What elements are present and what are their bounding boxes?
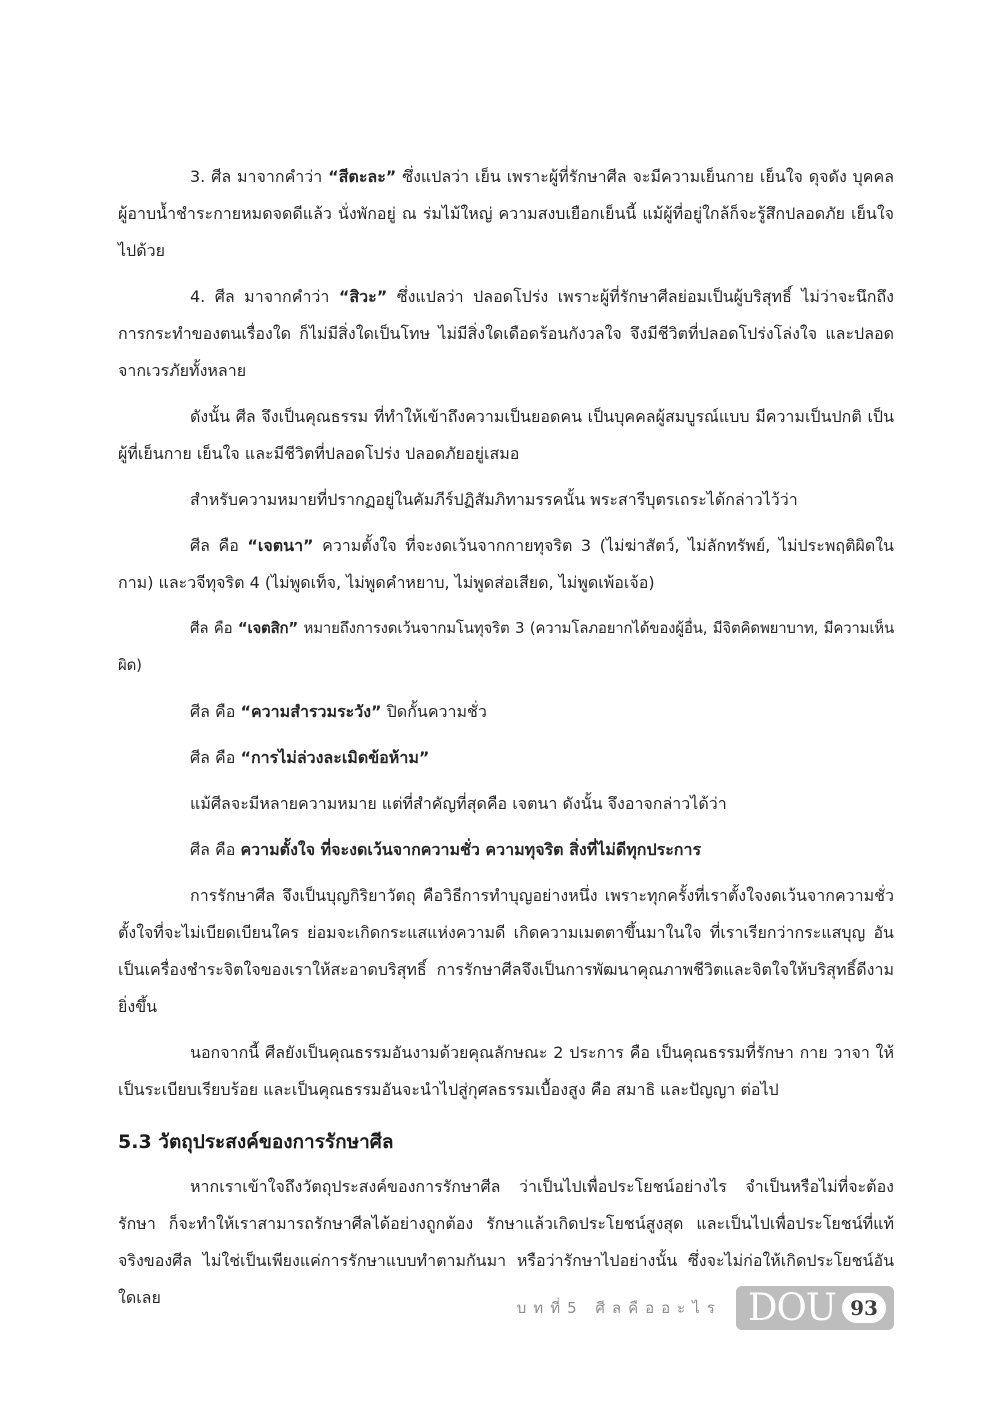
definition-restraint (118, 693, 894, 730)
term-cetasika: “เจตสิก” (237, 619, 299, 637)
paragraph-sitala (118, 158, 894, 269)
paragraph-text: 4. ศีล มาจากคำว่า (190, 287, 339, 306)
definition-text: หมายถึงการงดเว้นจากมโนทุจริต 3 (ความโลภอยากได้ของผู้อื่น, มีจิตคิดพยาบาท, มีความเห็นผิด) (118, 619, 895, 674)
paragraph-summary: ดังนั้น ศีล จึงเป็นคุณธรรม ที่ทำให้เข้าถึงความเป็นยอดคน เป็นบุคคลผู้สมบูรณ์แบบ มีความเป็นปกติ เป็นผู้ที่เย็นกาย เย็นใจ และมีชีวิตที่ปลอดโปร่ง ปลอดภัยอยู่เสมอ (118, 407, 894, 463)
paragraph-most-important: แม้ศีลจะมีหลายความหมาย แต่ที่สำคัญที่สุดคือ เจตนา ดังนั้น จึงอาจกล่าวได้ว่า (190, 794, 727, 813)
page-number: 93 (842, 1293, 886, 1323)
dou-logo: DOU (747, 1286, 836, 1329)
paragraph-scripture-intro: สำหรับความหมายที่ปรากฏอยู่ในคัมภีร์ปฏิสัมภิทามรรคนั้น พระสารีบุตรเถระได้กล่าวไว้ว่า (190, 490, 798, 509)
paragraph-virtue: นอกจากนี้ ศีลยังเป็นคุณธรรมอันงามด้วยคุณลักษณะ 2 ประการ คือ เป็นคุณธรรมที่รักษา กาย วาจา ให้เป็นระเบียบเรียบร้อย และเป็นคุณธรรมอันจะนำไปสู่กุศลธรรมเบื้องสูง คือ สมาธิ และปัญญา ต่อไป (118, 1043, 894, 1099)
dou-badge (736, 1286, 894, 1330)
definition-cetana (118, 527, 894, 601)
definition-prefix: ศีล คือ (190, 619, 238, 637)
definition-conclusion (118, 831, 894, 868)
section-heading: 5.3 วัตถุประสงค์ของการรักษาศีล (118, 1131, 394, 1153)
paragraph-text: 3. ศีล มาจากคำว่า (190, 167, 329, 186)
definition-prefix: ศีล คือ (190, 702, 241, 721)
term-restraint: “ความสำรวมระวัง” (240, 702, 382, 721)
definition-text: ความตั้งใจ ที่จะงดเว้นจากกายทุจริต 3 (ไม่ฆ่าสัตว์, ไม่ลักทรัพย์, ไม่ประพฤติผิดในกาม) และวจีทุจริต 4 (ไม่พูดเท็จ, ไม่พูดคำหยาบ, ไม่พูดส่อเสียด, ไม่พูดเพ้อเจ้อ) (118, 536, 894, 592)
paragraph-text: ซึ่งแปลว่า ปลอดโปร่ง เพราะผู้ที่รักษาศีลย่อมเป็นผู้บริสุทธิ์ ไม่ว่าจะนึกถึงการกระทำของตนเรื่องใด ก็ไม่มีสิ่งใดเป็นโทษ ไม่มีสิ่งใดเดือดร้อนกังวลใจ จึงมีชีวิตที่ปลอดโปร่งโล่งใจ และปลอดจากเวรภัยทั้งหลาย (118, 287, 894, 380)
page-footer (517, 1286, 894, 1330)
definition-prefix: ศีล คือ (190, 840, 241, 859)
definition-cetasika (118, 610, 894, 684)
term-conclusion: ความตั้งใจ ที่จะงดเว้นจากความชั่ว ความทุจริต สิ่งที่ไม่ดีทุกประการ (240, 840, 702, 859)
definition-prefix: ศีล คือ (190, 536, 248, 555)
term-siva: “สิวะ” (338, 287, 388, 306)
chapter-label: บทที่5 ศีลคืออะไร (516, 1299, 722, 1317)
paragraph-merit: การรักษาศีล จึงเป็นบุญกิริยาวัตถุ คือวิธีการทำบุญอย่างหนึ่ง เพราะทุกครั้งที่เราตั้งใจงดเว้นจากความชั่ว ตั้งใจที่จะไม่เบียดเบียนใคร ย่อมจะเกิดกระแสแห่งความดี เกิดความเมตตาขึ้นมาในใจ ที่เราเรียกว่ากระแสบุญ อันเป็นเครื่องชำระจิตใจของเราให้สะอาดบริสุทธิ์ การรักษาศีลจึงเป็นการพัฒนาคุณภาพชีวิตและจิตใจให้บริสุทธิ์ดีงามยิ่งขึ้น (118, 886, 894, 1016)
definition-non-transgression (118, 739, 894, 776)
definition-text: ปิดกั้นความชั่ว (381, 702, 487, 721)
page-body (118, 158, 894, 1325)
paragraph-objective: หากเราเข้าใจถึงวัตถุประสงค์ของการรักษาศีล ว่าเป็นไปเพื่อประโยชน์อย่างไร จำเป็นหรือไม่ที่จะต้องรักษา ก็จะทำให้เราสามารถรักษาศีลได้อย่างถูกต้อง รักษาแล้วเกิดประโยชน์สูงสุด และเป็นไปเพื่อประโยชน์ที่แท้จริงของศีล ไม่ใช่เป็นเพียงแค่การรักษาแบบทำตามกันมา หรือว่ารักษาไปอย่างนั้น ซึ่งจะไม่ก่อให้เกิดประโยชน์อันใดเลย (118, 1177, 894, 1307)
paragraph-text: ซึ่งแปลว่า เย็น เพราะผู้ที่รักษาศีล จะมีความเย็นกาย เย็นใจ ดุจดัง บุคคลผู้อาบน้ำชำระกายหมดจดดีแล้ว นั่งพักอยู่ ณ ร่มไม้ใหญ่ ความสงบเยือกเย็นนี้ แม้ผู้ที่อยู่ใกล้ก็จะรู้สึกปลอดภัย เย็นใจไปด้วย (118, 167, 895, 260)
term-sitala: “สีตะละ” (328, 167, 397, 186)
definition-prefix: ศีล คือ (190, 748, 241, 767)
term-non-transgression: “การไม่ล่วงละเมิดข้อห้าม” (240, 748, 430, 767)
term-cetana: “เจตนา” (247, 536, 314, 555)
paragraph-siva (118, 278, 894, 389)
